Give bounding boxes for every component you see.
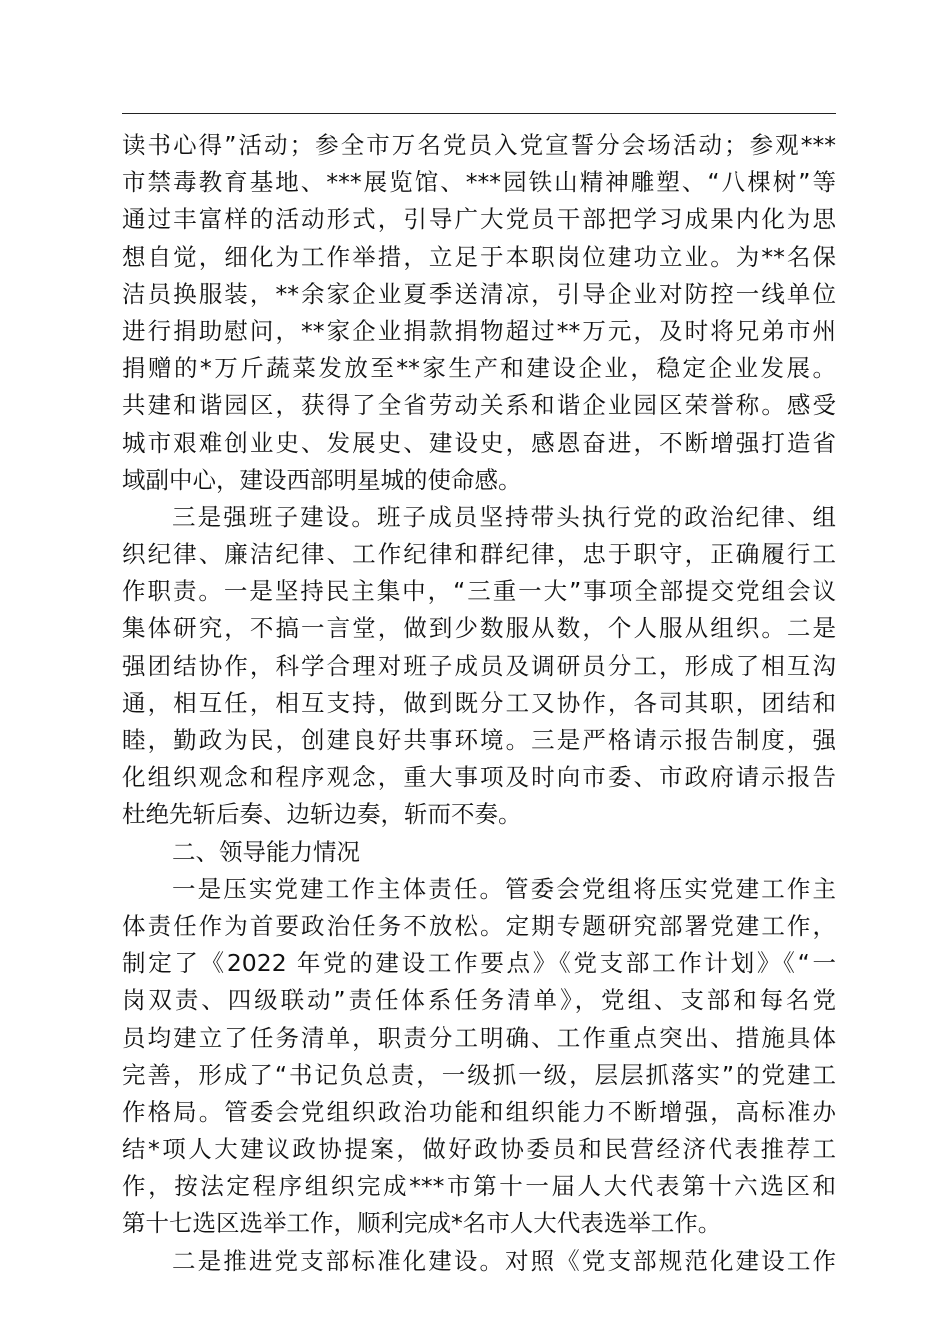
text-line: 体责任作为首要政治任务不放松。定期专题研究部署党建工作， — [122, 911, 836, 940]
paragraph-start-line: 三是强班子建设。班子成员坚持带头执行党的政治纪律、组 — [172, 502, 836, 531]
text-line: 结*项人大建议政协提案，做好政协委员和民营经济代表推荐工 — [122, 1135, 836, 1164]
section-heading: 二、领导能力情况 — [172, 837, 360, 866]
text-line: 织纪律、廉洁纪律、工作纪律和群纪律，忠于职守，正确履行工 — [122, 540, 836, 569]
text-line: 作格局。管委会党组织政治功能和组织能力不断增强，高标准办 — [122, 1097, 836, 1126]
document-body — [122, 127, 836, 1280]
text-line: 洁员换服装，**余家企业夏季送清凉，引导企业对防控一线单位 — [122, 279, 836, 308]
text-line: 杜绝先斩后奏、边斩边奏，斩而不奏。 — [122, 800, 522, 829]
text-line: 城市艰难创业史、发展史、建设史，感恩奋进，不断增强打造省 — [122, 428, 836, 457]
text-line: 集体研究，不搞一言堂，做到少数服从数，个人服从组织。二是 — [122, 614, 836, 643]
text-line: 作职责。一是坚持民主集中，“三重一大”事项全部提交党组会议 — [122, 577, 836, 606]
text-line: 共建和谐园区，获得了全省劳动关系和谐企业园区荣誉称。感受 — [122, 391, 836, 420]
paragraph-start-line: 二是推进党支部标准化建设。对照《党支部规范化建设工作 — [172, 1246, 836, 1275]
text-line: 想自觉，细化为工作举措，立足于本职岗位建功立业。为**名保 — [122, 242, 836, 271]
text-line: 通过丰富样的活动形式，引导广大党员干部把学习成果内化为思 — [122, 205, 836, 234]
text-line: 进行捐助慰问，**家企业捐款捐物超过**万元，及时将兄弟市州 — [122, 316, 836, 345]
text-line: 完善，形成了“书记负总责，一级抓一级，层层抓落实”的党建工 — [122, 1060, 836, 1089]
text-line: 通，相互任，相互支持，做到既分工又协作，各司其职，团结和 — [122, 688, 836, 717]
header-rule — [122, 113, 836, 114]
text-line: 员均建立了任务清单，职责分工明确、工作重点突出、措施具体 — [122, 1023, 836, 1052]
text-line: 强团结协作，科学合理对班子成员及调研员分工，形成了相互沟 — [122, 651, 836, 680]
text-line: 睦，勤政为民，创建良好共事环境。三是严格请示报告制度，强 — [122, 726, 836, 754]
text-line: 域副中心，建设西部明星城的使命感。 — [122, 465, 522, 494]
text-line: 市禁毒教育基地、***展览馆、***园铁山精神雕塑、“八棵树”等 — [122, 168, 836, 197]
text-line: 化组织观念和程序观念，重大事项及时向市委、市政府请示报告 — [122, 763, 836, 792]
text-line: 作，按法定程序组织完成***市第十一届人大代表第十六选区和 — [122, 1172, 836, 1201]
text-line: 读书心得”活动；参全市万名党员入党宣誓分会场活动；参观*** — [122, 131, 836, 159]
text-line: 岗双责、四级联动”责任体系任务清单》，党组、支部和每名党 — [122, 986, 836, 1015]
text-line: 捐赠的*万斤蔬菜发放至**家生产和建设企业，稳定企业发展。 — [122, 354, 836, 383]
text-line: 制定了《2022 年党的建设工作要点》《党支部工作计划》《“一 — [122, 949, 836, 978]
paragraph-start-line: 一是压实党建工作主体责任。管委会党组将压实党建工作主 — [172, 874, 836, 903]
text-line: 第十七选区选举工作，顺利完成*名市人大代表选举工作。 — [122, 1209, 722, 1238]
